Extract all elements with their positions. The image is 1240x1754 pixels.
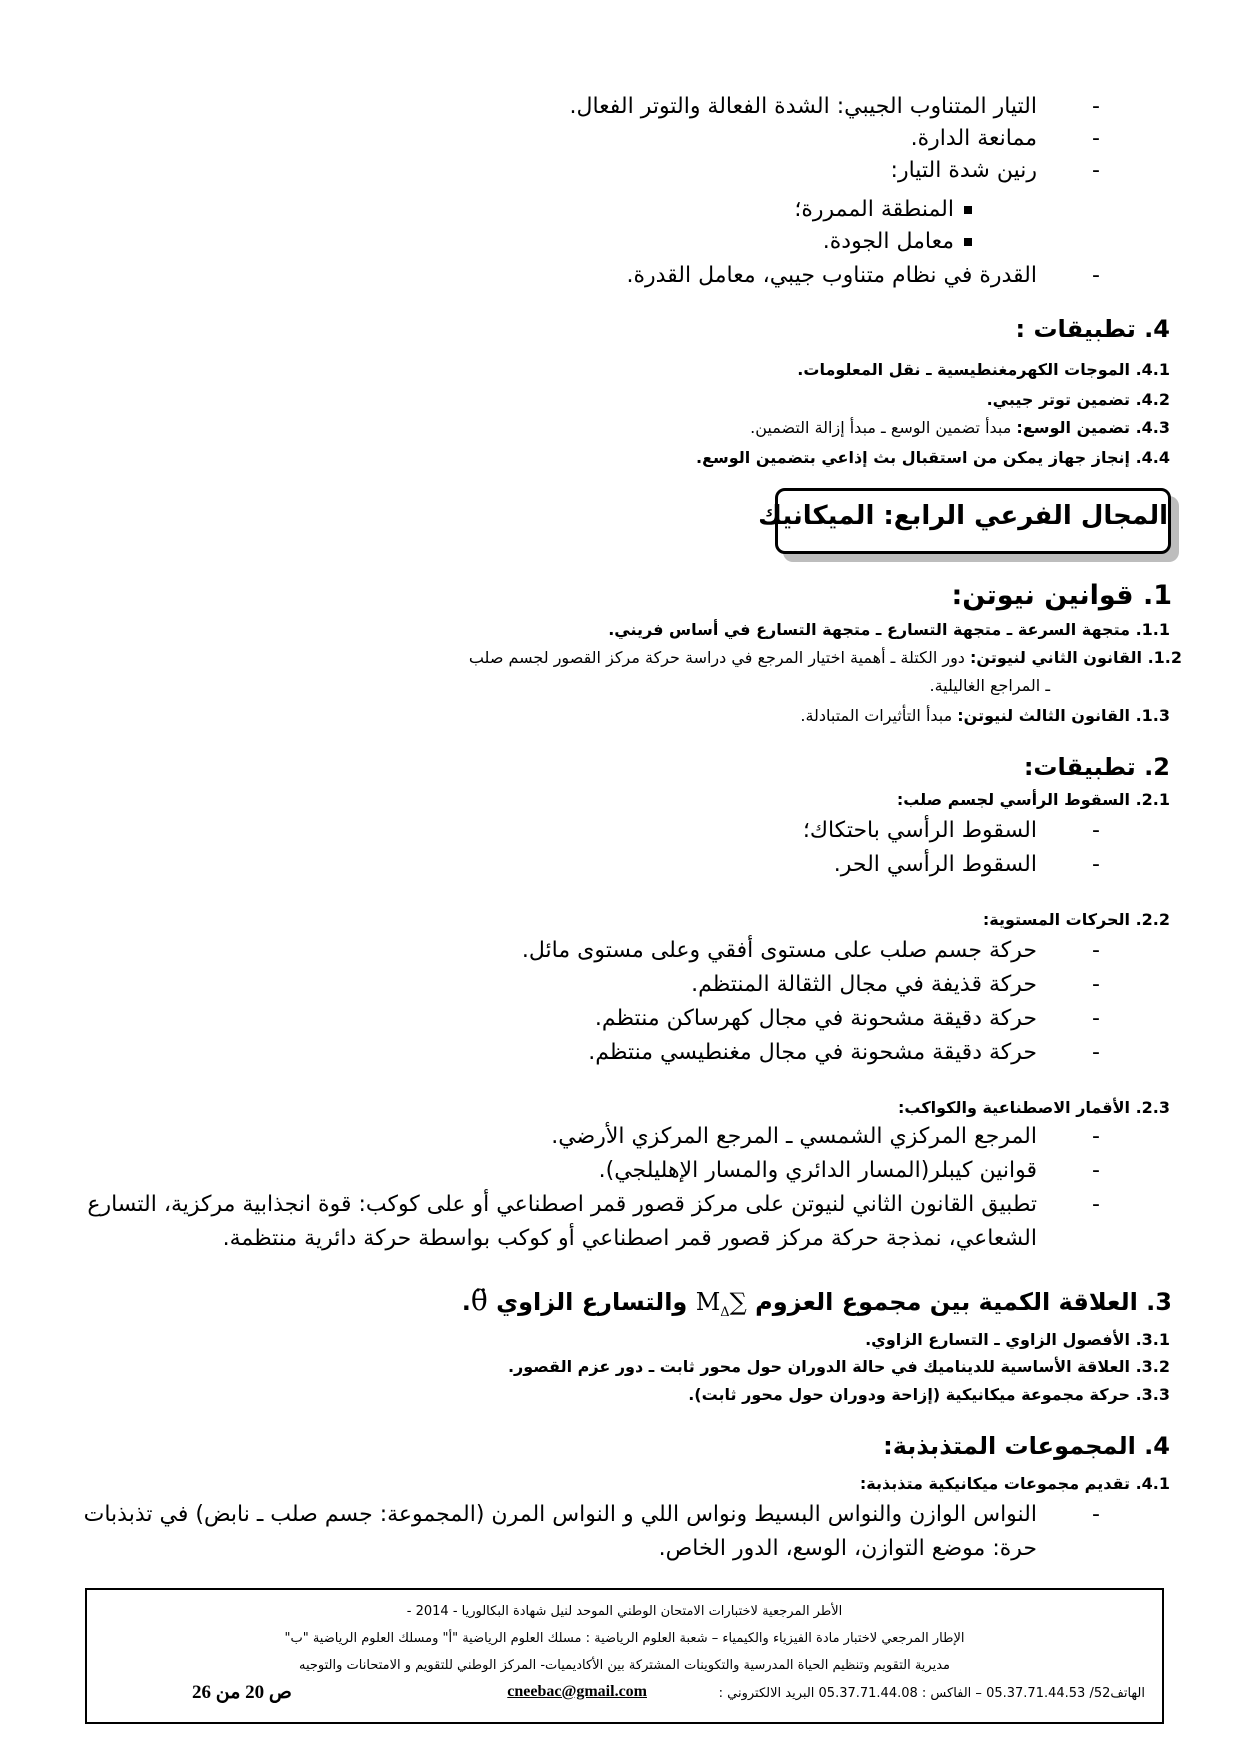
dash-bullet: - [1092, 938, 1100, 963]
square-bullet-icon [964, 206, 972, 214]
section-heading: 4. تطبيقات : [1015, 315, 1170, 343]
dash-bullet: - [1092, 94, 1100, 119]
subdomain-title: المجال الفرعي الرابع: الميكانيك [758, 501, 1168, 531]
dash-bullet: - [1092, 972, 1100, 997]
footer-line-2: الإطار المرجعي لاختبار مادة الفيزياء والكيمياء – شعبة العلوم الرياضية : مسلك العلوم الرياضية "أ" ومسلك العلوم الرياضية "ب" [284, 1631, 965, 1646]
angular-acceleration-symbol: θ̈ [470, 1284, 488, 1317]
dash-bullet: - [1092, 1158, 1100, 1183]
section-heading: 4. المجموعات المتذبذبة: [883, 1432, 1170, 1460]
list-item-text: رنين شدة التيار: [890, 158, 1037, 183]
subsection-2-3: 2.3. الأقمار الاصطناعية والكواكب: [898, 1098, 1170, 1117]
dash-bullet: - [1092, 852, 1100, 877]
subsection-4-3: 4.3. تضمين الوسع: مبدأ تضمين الوسع ـ مبدأ إزالة التضمين. [750, 418, 1170, 437]
list-item-continued: الشعاعي، نمذجة حركة مركز قصور قمر اصطناعي أو كوكب بواسطة حركة دائرية منتظمة. [222, 1226, 1037, 1251]
dash-bullet: - [1092, 1006, 1100, 1031]
subsection-4-1: 4.1. تقديم مجموعات ميكانيكية متذبذبة: [859, 1474, 1170, 1493]
list-item-text: التيار المتناوب الجيبي: الشدة الفعالة والتوتر الفعال. [569, 94, 1037, 119]
page-footer [85, 1588, 1164, 1724]
subsection-3-1: 3.1. الأفصول الزاوي ـ التسارع الزاوي. [865, 1330, 1170, 1349]
document-page: - التيار المتناوب الجيبي: الشدة الفعالة والتوتر الفعال. - ممانعة الدارة. - رنين شدة التيار: المنطقة الممررة؛ معامل الجودة. - القدرة في نظام متناوب جيبي، معامل القدرة. 4. تطبيقات : 4.1. الموجات الكهرمغنطيسية ـ نقل المعلومات. 4.2. تضمين توتر جيبي. 4.3. تضمين الوسع: مبدأ تضمين الوسع ـ مبدأ إزالة التضمين. 4.4. إنجاز جهاز يمكن من استقبال بث إذاعي بتضمين الوسع. المجال الفرعي الرابع: الميكانيك 1. قوانين نيوتن: 1.1. متجهة السرعة ـ متجهة التسارع ـ متجهة التسارع في أساس فريني. 1.2. القانون الثاني لنيوتن: دور الكتلة ـ أهمية اختيار المرجع في دراسة حركة مركز القصور لجسم صلب ـ المراجع الغاليلية. 1.3. القانون الثالث لنيوتن: مبدأ التأثيرات المتبادلة. 2. تطبيقات: 2.1. السقوط الرأسي لجسم صلب: - السقوط الرأسي باحتكاك؛ - السقوط الرأسي الحر. 2.2. الحركات المستوية: - حركة جسم صلب على مستوى أفقي وعلى مستوى مائل. - حركة قذيفة في مجال الثقالة المنتظم. - حركة دقيقة مشحونة في مجال كهرساكن منتظم. - حركة دقيقة مشحونة في مجال مغنطيسي منتظم. 2.3. الأقمار الاصطناعية والكواكب: - المرجع المركزي الشمسي ـ المرجع المركزي الأرضي. - قوانين كيبلر(المسار الدائري والمسار الإهليلجي). - تطبيق القانون الثاني لنيوتن على مركز قصور قمر اصطناعي أو على كوكب: قوة انجذابية مركزية، التسارع الشعاعي، نمذجة حركة مركز قصور قمر اصطناعي أو كوكب بواسطة حركة دائرية منتظمة. 3. العلاقة الكمية بين مجموع العزوم $\sum M_\Delta$ والتسارع الزاوي θ̈. 3.1. الأفصول الزاوي ـ التسارع الزاوي. 3.2. العلاقة الأساسية للديناميك في حالة الدوران حول محور ثابت ـ دور عزم القصور. 3.3. حركة مجموعة ميكانيكية (إزاحة ودوران حول محور ثابت). 4. المجموعات المتذبذبة: 4.1. تقديم مجموعات ميكانيكية متذبذبة: - النواس الوازن والنواس البسيط ونواس اللي و النواس المرن (المجموعة: جسم صلب ـ نابض) في تذبذبات حرة: موضع التوازن، الوسع، الدور الخاص. الأطر المرجعية لاختبارات الامتحان الوطني الموحد لنيل شهادة البكالوريا - 2014 - الإطار المرجعي لاختبار مادة الفيزياء والكيمياء – شعبة العلوم الرياضية : مسلك العلوم الرياضية "أ" ومسلك العلوم الرياضية "ب" مديرية التقويم وتنظيم الحياة المدرسية والتكوينات المشتركة بين الأكاديميات- المركز الوطني للتقويم و الامتحانات والتوجيه الهاتف52/ 05.37.71.44.53 – الفاكس : 05.37.71.44.08 البريد الالكتروني : cneebac@gmail.com ص 20 من 26 [0, 0, 1240, 1754]
subsection-3-2: 3.2. العلاقة الأساسية للديناميك في حالة الدوران حول محور ثابت ـ دور عزم القصور. [507, 1357, 1170, 1376]
square-bullet-icon [964, 238, 972, 246]
dash-bullet: - [1092, 1502, 1100, 1527]
subsection-1-2-continued: ـ المراجع الغاليلية. [929, 676, 1050, 695]
sum-moments-symbol: $\sum M_\Delta$ [695, 1288, 747, 1320]
square-bullet-item: معامل الجودة. [823, 229, 972, 254]
list-item-text: القدرة في نظام متناوب جيبي، معامل القدرة. [626, 263, 1037, 288]
subsection-4-2: 4.2. تضمين توتر جيبي. [986, 390, 1170, 409]
subsection-2-2: 2.2. الحركات المستوية: [982, 910, 1170, 929]
section-heading: 2. تطبيقات: [1023, 753, 1170, 781]
footer-line-1: الأطر المرجعية لاختبارات الامتحان الوطني الموحد لنيل شهادة البكالوريا - 2014 - [406, 1604, 843, 1619]
section-heading: 1. قوانين نيوتن: [951, 580, 1172, 611]
dash-bullet: - [1092, 818, 1100, 843]
dash-bullet: - [1092, 1124, 1100, 1149]
section-heading: 3. العلاقة الكمية بين مجموع العزوم $\sum M_\Delta$ والتسارع الزاوي θ̈. [461, 1284, 1172, 1320]
dash-bullet: - [1092, 263, 1100, 288]
page-number: ص 20 من 26 [192, 1682, 292, 1703]
subsection-1-2: 1.2. القانون الثاني لنيوتن: دور الكتلة ـ أهمية اختيار المرجع في دراسة حركة مركز القصور لجسم صلب [468, 648, 1182, 667]
subsection-3-3: 3.3. حركة مجموعة ميكانيكية (إزاحة ودوران حول محور ثابت). [688, 1385, 1170, 1404]
dash-bullet: - [1092, 126, 1100, 151]
subsection-4-4: 4.4. إنجاز جهاز يمكن من استقبال بث إذاعي بتضمين الوسع. [695, 448, 1170, 467]
subsection-1-3: 1.3. القانون الثالث لنيوتن: مبدأ التأثيرات المتبادلة. [800, 706, 1170, 725]
subsection-4-1: 4.1. الموجات الكهرمغنطيسية ـ نقل المعلومات. [797, 360, 1170, 379]
dash-bullet: - [1092, 1040, 1100, 1065]
subsection-1-1: 1.1. متجهة السرعة ـ متجهة التسارع ـ متجهة التسارع في أساس فريني. [608, 620, 1170, 639]
dash-bullet: - [1092, 1192, 1100, 1217]
list-item-text: ممانعة الدارة. [910, 126, 1037, 151]
subsection-2-1: 2.1. السقوط الرأسي لجسم صلب: [896, 790, 1170, 809]
subdomain-title-box [758, 488, 1171, 554]
square-bullet-item: المنطقة الممررة؛ [794, 197, 972, 222]
list-item-continued: حرة: موضع التوازن، الوسع، الدور الخاص. [658, 1536, 1037, 1561]
footer-line-3: مديرية التقويم وتنظيم الحياة المدرسية والتكوينات المشتركة بين الأكاديميات- المركز الوطني للتقويم و الامتحانات والتوجيه [298, 1658, 950, 1673]
dash-bullet: - [1092, 158, 1100, 183]
footer-contact: الهاتف52/ 05.37.71.44.53 – الفاكس : 05.37.71.44.08 البريد الالكتروني : [718, 1686, 1145, 1701]
footer-email-link[interactable]: cneebac@gmail.com [507, 1683, 647, 1700]
